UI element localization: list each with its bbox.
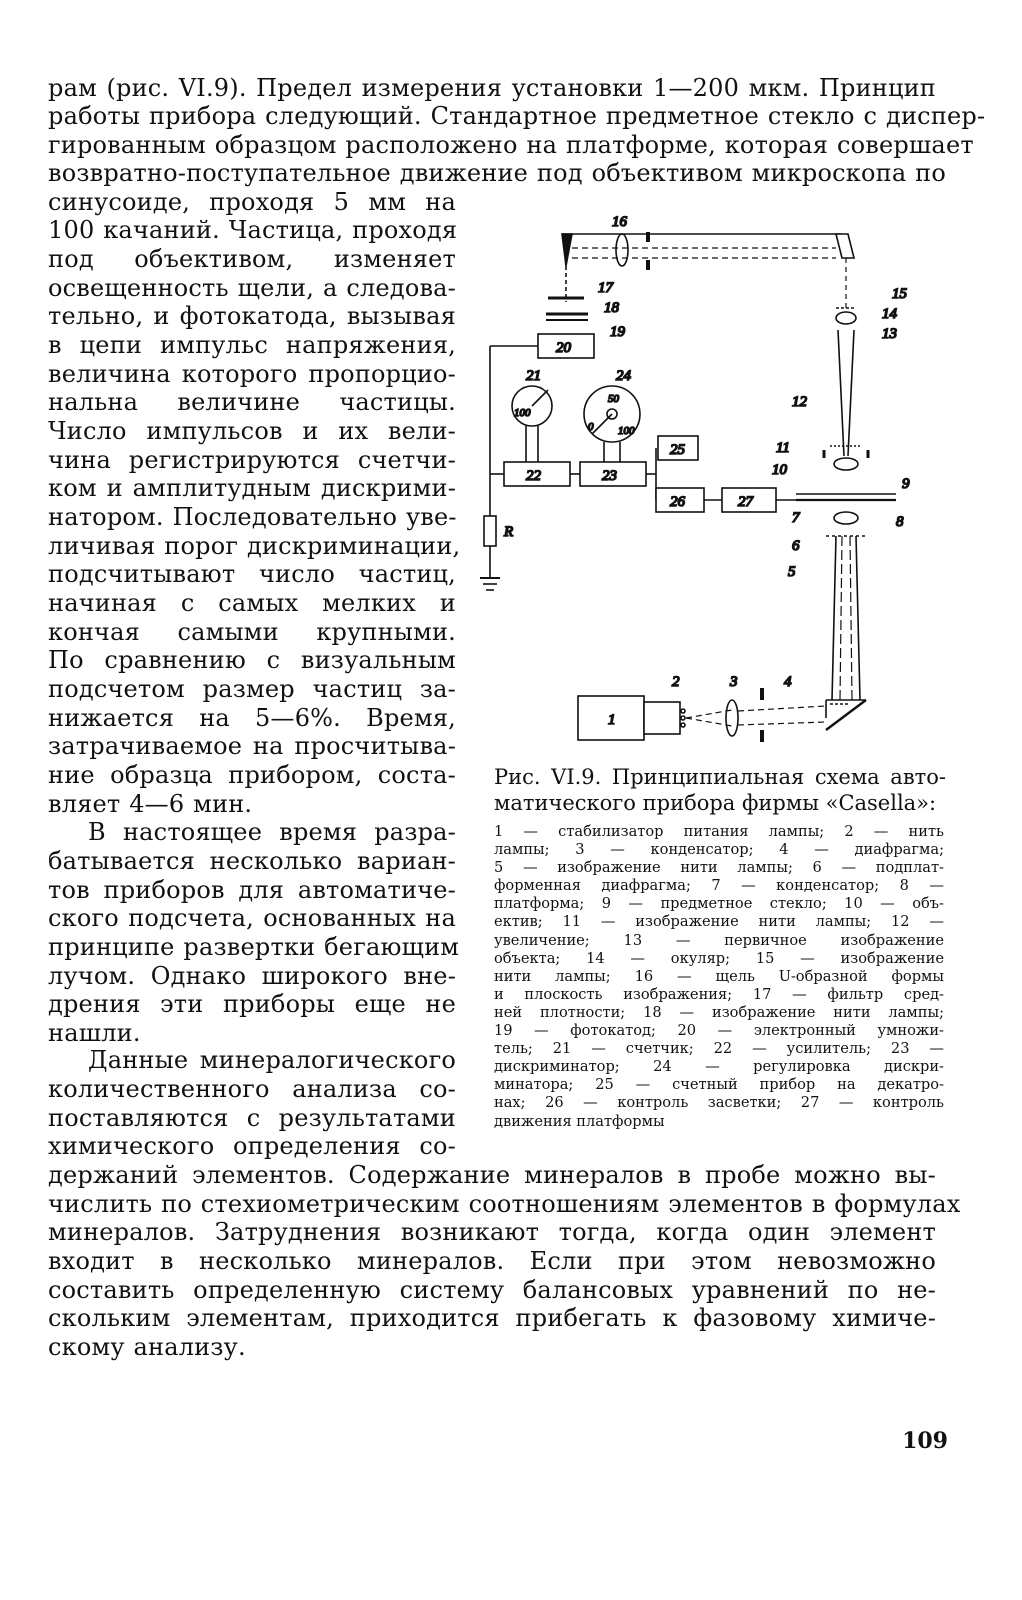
legend-line: движения платформы	[494, 1112, 665, 1130]
counter-dials	[512, 386, 640, 462]
figure-label-25: 25	[670, 442, 685, 458]
figure-label-17: 17	[598, 280, 613, 296]
legend-line: форменная диафрагма; 7 — конденсатор; 8 —	[494, 877, 944, 895]
figure-label-12: 12	[792, 394, 807, 410]
figure-label-16: 16	[612, 214, 627, 230]
text-line: работы прибора следующий. Стандартное предметное стекло с диспер-	[48, 102, 986, 130]
text-line: тельно, и фотокатода, вызывая	[48, 302, 456, 330]
caption-line: матического прибора фирмы «Casella»:	[494, 791, 937, 815]
microscope-column	[796, 308, 896, 730]
text-line: принципе развертки бегающим	[48, 933, 460, 961]
figure-label-20: 20	[556, 340, 571, 356]
text-line: 100 качаний. Частица, проходя	[48, 216, 458, 244]
legend-line: увеличение; 13 — первичное изображение	[494, 931, 944, 949]
figure-label-21: 21	[526, 368, 541, 384]
text-line: нальна величине частицы.	[48, 388, 456, 416]
figure-label-27: 27	[738, 494, 753, 510]
text-line: составить определенную систему балансовых уравнений по не-	[48, 1276, 936, 1304]
text-line: под объективом, изменяет	[48, 245, 456, 273]
figure-label-6: 6	[792, 538, 800, 554]
text-line: нижается на 5—6%. Время,	[48, 704, 456, 732]
figure-label-15: 15	[892, 286, 907, 302]
text-line: начиная с самых мелких и	[48, 589, 456, 617]
text-line: Данные минералогического	[88, 1046, 456, 1074]
text-line: освещенность щели, а следова-	[48, 274, 456, 302]
figure-label-2: 2	[672, 674, 680, 690]
text-line: затрачиваемое на просчитыва-	[48, 732, 456, 760]
text-line: нашли.	[48, 1019, 141, 1047]
text-line: чина регистрируются счетчи-	[48, 446, 456, 474]
text-line: Число импульсов и их вели-	[48, 417, 456, 445]
figure-label-10: 10	[772, 462, 787, 478]
figure-label-4: 4	[784, 674, 792, 690]
text-line: лучом. Однако широкого вне-	[48, 962, 456, 990]
schematic-diagram	[476, 206, 956, 761]
figure-label-19: 19	[610, 324, 625, 340]
text-line: рам (рис. VI.9). Предел измерения установки 1—200 мкм. Принцип	[48, 74, 936, 102]
detector-stack	[480, 266, 594, 590]
figure-label-11: 11	[776, 440, 790, 456]
legend-line: и плоскость изображения; 17 — фильтр сред-	[494, 985, 944, 1003]
legend-line: нити лампы; 16 — щель U-образной формы	[494, 967, 944, 985]
text-line: натором. Последовательно уве-	[48, 503, 457, 531]
figure-label-5: 5	[788, 564, 796, 580]
figure-label-3: 3	[730, 674, 738, 690]
text-line: количественного анализа со-	[48, 1075, 456, 1103]
text-line: ского подсчета, основанных на	[48, 904, 456, 932]
dial-21-value: 100	[514, 407, 531, 419]
schematic-figure	[476, 206, 956, 761]
text-line: подсчитывают число частиц,	[48, 560, 456, 588]
figure-label-9: 9	[902, 476, 910, 492]
legend-line: 1 — стабилизатор питания лампы; 2 — нить	[494, 823, 944, 840]
text-line: входит в несколько минералов. Если при этом невозможно	[48, 1247, 936, 1275]
figure-label-7: 7	[792, 510, 800, 526]
dial-24-left: 0	[588, 421, 594, 433]
text-line: держаний элементов. Содержание минералов в пробе можно вы-	[48, 1161, 936, 1189]
legend-line: 19 — фотокатод; 20 — электронный умножи-	[494, 1022, 944, 1040]
legend-line: тель; 21 — счетчик; 22 — усилитель; 23 —	[494, 1040, 944, 1058]
text-line: синусоиде, проходя 5 мм на	[48, 188, 456, 216]
text-line: химического определения со-	[48, 1132, 456, 1160]
top-beam	[562, 232, 854, 310]
legend-line: ней плотности; 18 — изображение нити лампы;	[494, 1003, 944, 1021]
legend-line: лампы; 3 — конденсатор; 4 — диафрагма;	[494, 841, 944, 859]
text-line: В настоящее время разра-	[88, 818, 456, 846]
figure-caption-legend	[494, 823, 944, 1131]
text-line: батывается несколько вариан-	[48, 847, 456, 875]
text-line: в цепи импульс напряжения,	[48, 331, 456, 359]
legend-line: нах; 26 — контроль засветки; 27 — контроль	[494, 1094, 944, 1112]
figure-label-R: R	[504, 524, 514, 540]
text-line: дрения эти приборы еще не	[48, 990, 456, 1018]
legend-line: ектив; 11 — изображение нити лампы; 12 —	[494, 913, 944, 931]
text-line: По сравнению с визуальным	[48, 646, 456, 674]
figure-label-8: 8	[896, 514, 904, 530]
text-line: подсчетом размер частиц за-	[48, 675, 456, 703]
legend-line: объекта; 14 — окуляр; 15 — изображение	[494, 949, 944, 967]
figure-label-1: 1	[608, 712, 616, 728]
text-line: личивая порог дискриминации,	[48, 532, 461, 560]
text-line: числить по стехиометрическим соотношениям элементов в формулах	[48, 1190, 961, 1218]
legend-line: 5 — изображение нити лампы; 6 — подплат-	[494, 859, 944, 877]
text-line: тов приборов для автоматиче-	[48, 876, 456, 904]
text-line: скому анализу.	[48, 1333, 246, 1361]
page-number: 109	[902, 1428, 948, 1454]
figure-label-22: 22	[526, 468, 541, 484]
text-line: кончая самыми крупными.	[48, 618, 456, 646]
text-line: скольким элементам, приходится прибегать к фазовому химиче-	[48, 1304, 936, 1332]
figure-label-13: 13	[882, 326, 897, 342]
legend-line: минатора; 25 — счетный прибор на декатро-	[494, 1076, 944, 1094]
text-line: поставляются с результатами	[48, 1104, 456, 1132]
text-line: минералов. Затруднения возникают тогда, когда один элемент	[48, 1218, 936, 1246]
figure-label-26: 26	[670, 494, 685, 510]
figure-label-14: 14	[882, 306, 897, 322]
legend-line: дискриминатор; 24 — регулировка дискри-	[494, 1058, 944, 1076]
text-line: величина которого пропорцио-	[48, 360, 456, 388]
text-line: ком и амплитудным дискрими-	[48, 474, 456, 502]
text-line: возвратно-поступательное движение под объективом микроскопа по	[48, 159, 947, 187]
dial-24-right: 100	[618, 425, 635, 437]
dial-24-top: 50	[608, 393, 619, 405]
text-line: гированным образцом расположено на платформе, которая совершает	[48, 131, 974, 159]
figure-label-23: 23	[602, 468, 617, 484]
figure-caption-title	[494, 764, 946, 816]
legend-line: платформа; 9 — предметное стекло; 10 — объ-	[494, 895, 944, 913]
text-line: вляет 4—6 мин.	[48, 790, 253, 818]
figure-label-18: 18	[604, 300, 619, 316]
figure-label-24: 24	[616, 368, 631, 384]
caption-line: Рис. VI.9. Принципиальная схема авто-	[494, 765, 946, 789]
text-line: ние образца прибором, соста-	[48, 761, 456, 789]
